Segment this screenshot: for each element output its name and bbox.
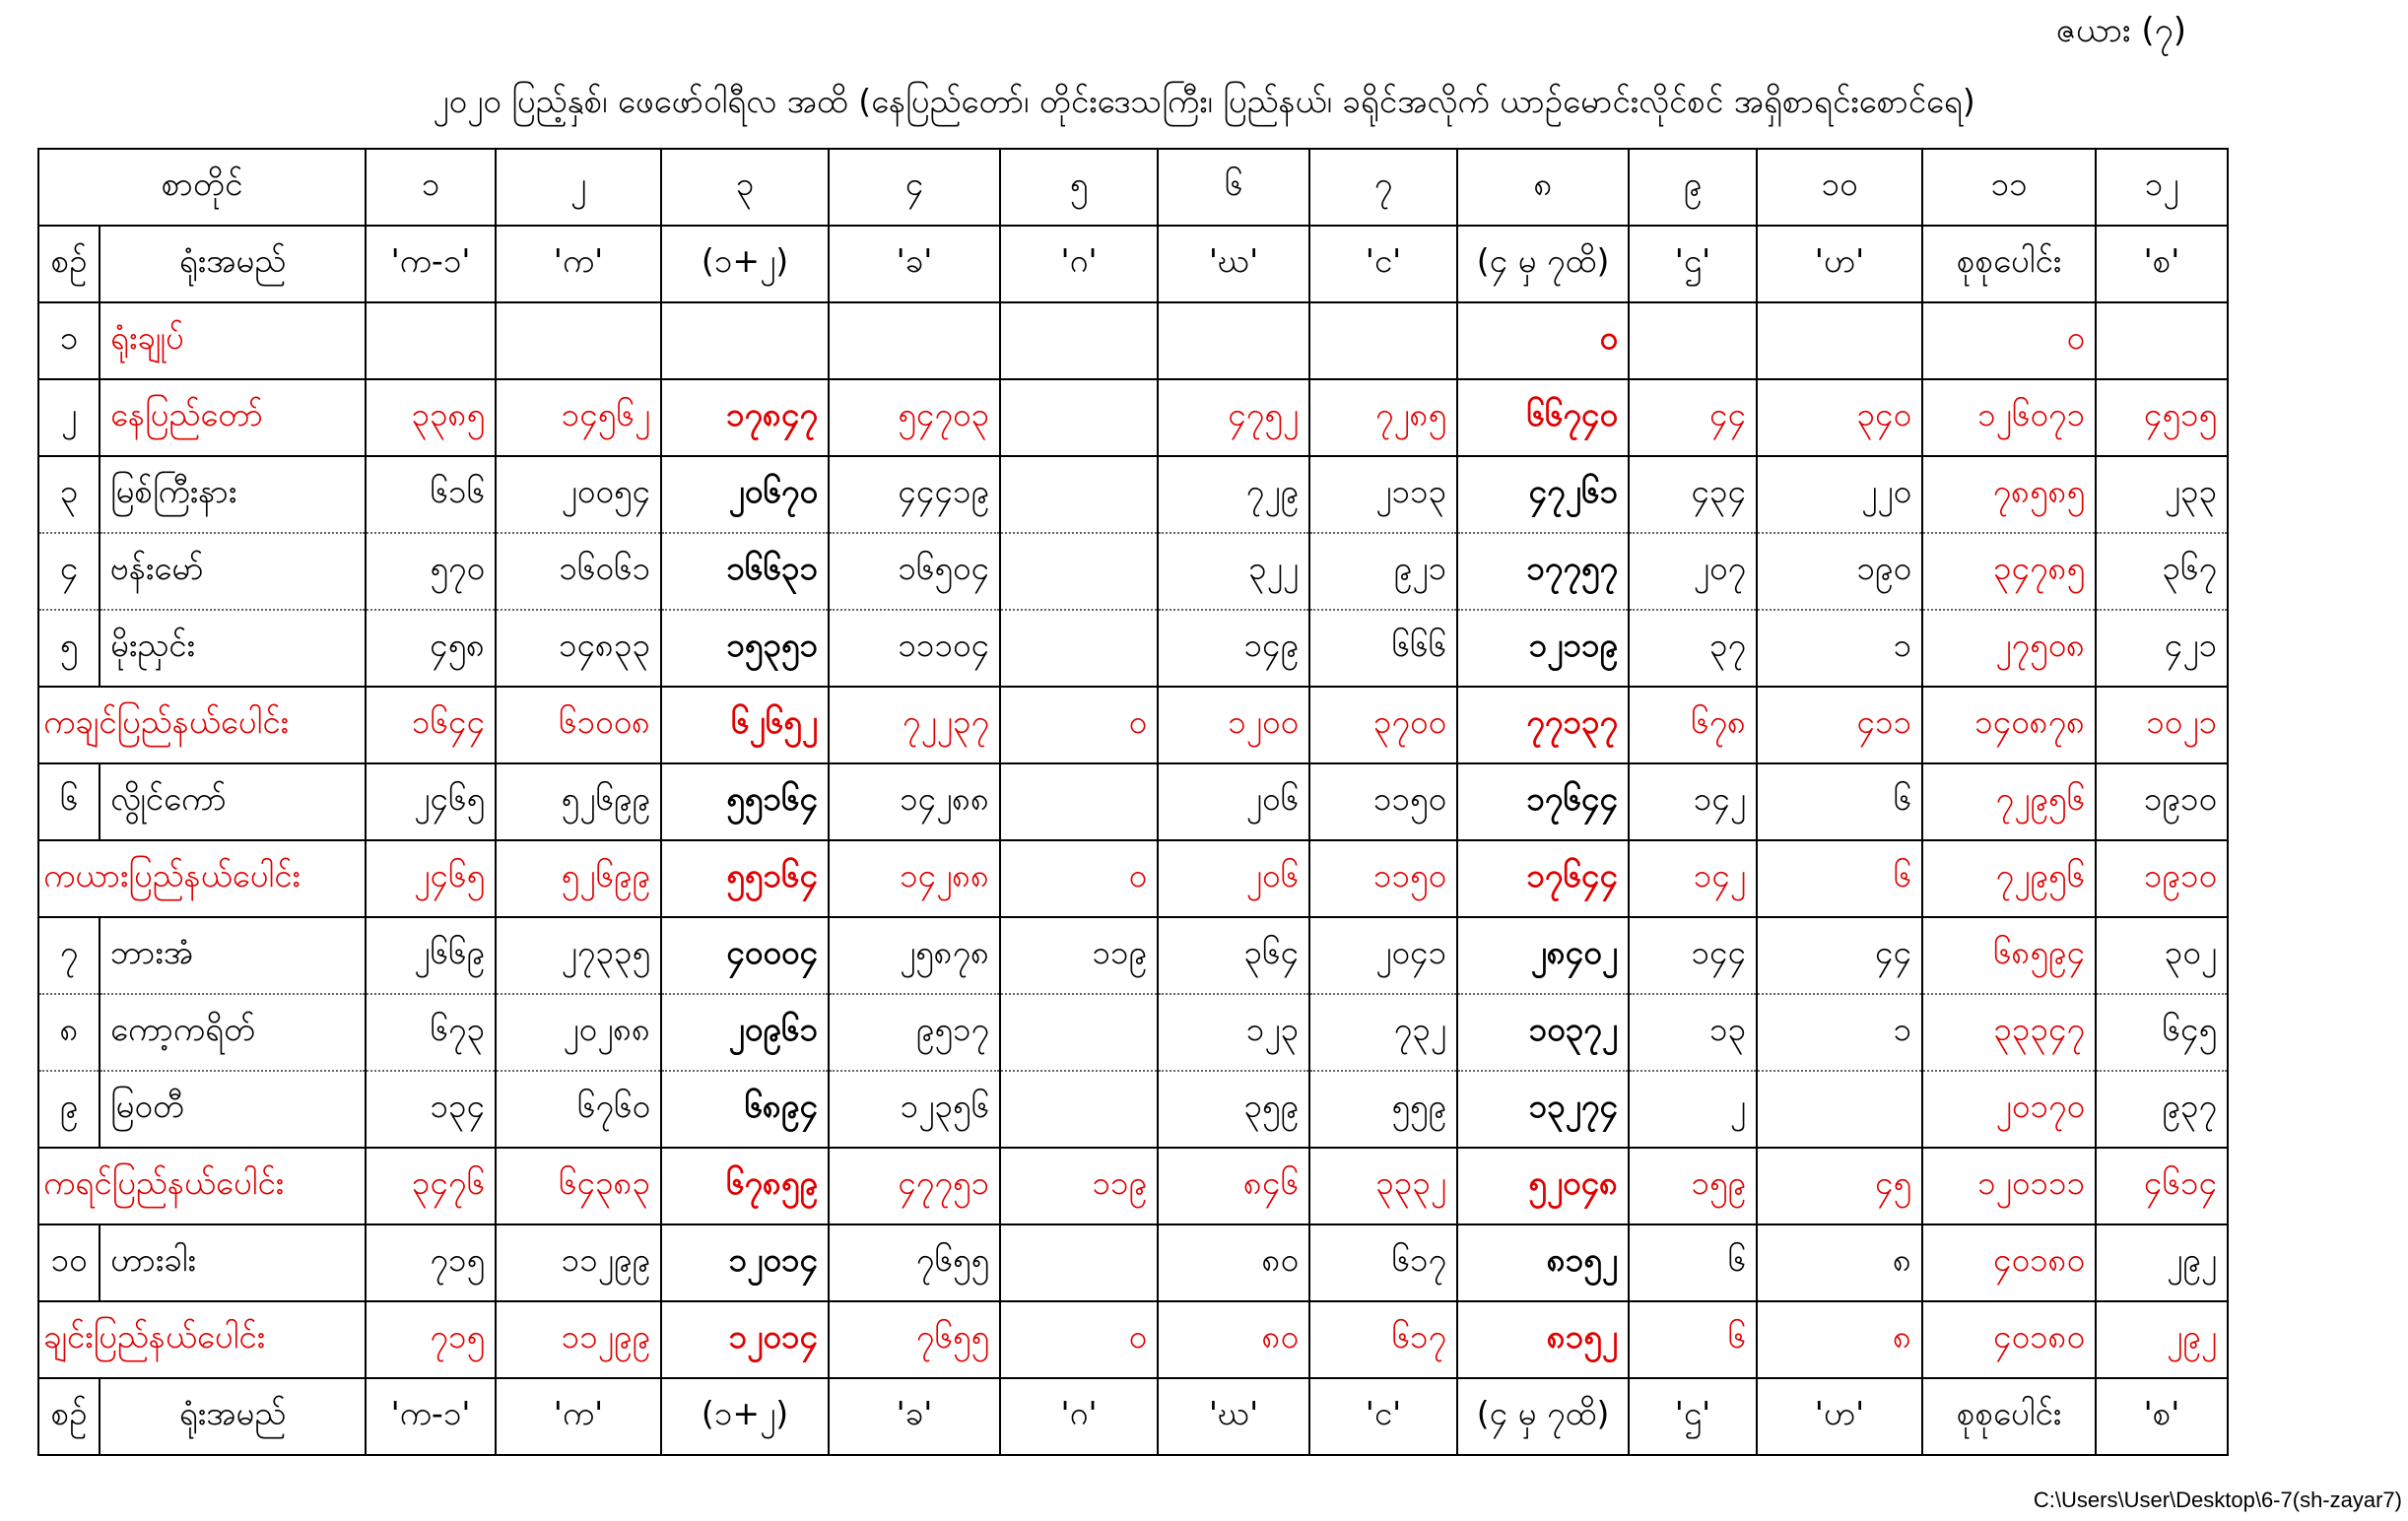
table-row [38, 610, 2228, 687]
value-cell: ၁၂၃၅၆ [829, 1071, 1000, 1148]
value-cell: ၄၇၅၂ [1158, 379, 1309, 456]
value-cell: ၁၃ [1629, 994, 1757, 1071]
value-cell: ၃၃၃၂ [1309, 1148, 1457, 1224]
value-cell: ၆၆၇၄၀ [1457, 379, 1629, 456]
value-cell: ၂ [1629, 1071, 1757, 1148]
value-cell: ၁၁၂၉၉ [496, 1301, 661, 1378]
value-cell: ၄၄၄၁၉ [829, 456, 1000, 533]
value-cell: ၄၅၁၅ [2096, 379, 2228, 456]
value-cell [496, 302, 661, 379]
value-cell: ၉၃၇ [2096, 1071, 2228, 1148]
value-cell: ၂၇၃၃၅ [496, 917, 661, 994]
value-cell: ၂၀၉၆၁ [661, 994, 829, 1071]
col-type: 'ခ' [829, 226, 1000, 302]
col-type: 'င' [1309, 226, 1457, 302]
col-number: ၈ [1457, 149, 1629, 226]
value-cell: ၄၇၇၅၁ [829, 1148, 1000, 1224]
value-cell: ၁၄၂၈၈ [829, 840, 1000, 917]
value-cell: ၅၂၆၉၉ [496, 763, 661, 840]
col-number: ၂ [496, 149, 661, 226]
state-total-row [38, 687, 2228, 763]
value-cell: ၁၄၅၆၂ [496, 379, 661, 456]
value-cell: ၂၂၀ [1757, 456, 1922, 533]
value-cell [1757, 302, 1922, 379]
office-name-label: ရုံးအမည် [100, 226, 366, 302]
value-cell: ၁၇၈၄၇ [661, 379, 829, 456]
value-cell: ၇၂၉ [1158, 456, 1309, 533]
value-cell: ၄၄ [1629, 379, 1757, 456]
value-cell: ၁၄၀၈၇၈ [1922, 687, 2096, 763]
office-name: မိုးညှင်း [100, 610, 366, 687]
col-type: 'ခ' [829, 1378, 1000, 1455]
value-cell: ၂၀၇ [1629, 533, 1757, 610]
value-cell: ၅၅၁၆၄ [661, 763, 829, 840]
col-type: (၄ မှ ၇ထိ) [1457, 1378, 1629, 1455]
value-cell [1629, 302, 1757, 379]
value-cell: ၁၃၄ [366, 1071, 496, 1148]
value-cell [1000, 763, 1158, 840]
state-total-name: ကချင်ပြည်နယ်ပေါင်း [38, 687, 366, 763]
value-cell: ၆ [1757, 840, 1922, 917]
row-index: ၅ [38, 610, 100, 687]
col-type: (၁+၂) [661, 1378, 829, 1455]
col-number: ၅ [1000, 149, 1158, 226]
value-cell: ၅၇၀ [366, 533, 496, 610]
value-cell: ၄၂၁ [2096, 610, 2228, 687]
value-cell: ၃၆၄ [1158, 917, 1309, 994]
value-cell: ၄၄ [1757, 917, 1922, 994]
value-cell: ၈၁၅၂ [1457, 1301, 1629, 1378]
value-cell: ၄၆၁၄ [2096, 1148, 2228, 1224]
value-cell: ၁၉၁၀ [2096, 763, 2228, 840]
col-type: 'စ' [2096, 1378, 2228, 1455]
value-cell: ၇၇၁၃၇ [1457, 687, 1629, 763]
value-cell: ၁၇၆၄၄ [1457, 840, 1629, 917]
value-cell: ၆၈၉၄ [661, 1071, 829, 1148]
row-index: ၁၀ [38, 1224, 100, 1301]
value-cell: ၇၈၅၈၅ [1922, 456, 2096, 533]
value-cell: ၆၁၇ [1309, 1301, 1457, 1378]
value-cell: ၄၇၂၆၁ [1457, 456, 1629, 533]
value-cell: ၄၅၈ [366, 610, 496, 687]
value-cell: ၀ [1000, 840, 1158, 917]
value-cell: ၃၃၈၅ [366, 379, 496, 456]
table-row [38, 456, 2228, 533]
value-cell: ၁၉၀ [1757, 533, 1922, 610]
col-type: 'ဃ' [1158, 1378, 1309, 1455]
value-cell: ၆၇၆၀ [496, 1071, 661, 1148]
value-cell: ၆၁၇ [1309, 1224, 1457, 1301]
office-name: ဟားခါး [100, 1224, 366, 1301]
office-name: လွိုင်ကော် [100, 763, 366, 840]
value-cell [1000, 1071, 1158, 1148]
value-cell: ၁၂၆၀၇၁ [1922, 379, 2096, 456]
value-cell: ၂၀၄၁ [1309, 917, 1457, 994]
col-type: 'ဂ' [1000, 1378, 1158, 1455]
col-type: (၄ မှ ၇ထိ) [1457, 226, 1629, 302]
value-cell: ၂၁၁၃ [1309, 456, 1457, 533]
value-cell: ၁၇၇၅၇ [1457, 533, 1629, 610]
table-row [38, 1224, 2228, 1301]
col-type: 'ဃ' [1158, 226, 1309, 302]
table-row [38, 994, 2228, 1071]
value-cell: ၁၂၀၁၄ [661, 1224, 829, 1301]
value-cell: ၁၁၅၀ [1309, 840, 1457, 917]
value-cell: ၃၇၀၀ [1309, 687, 1457, 763]
value-cell: ၁၄၂ [1629, 763, 1757, 840]
state-total-name: ကရင်ပြည်နယ်ပေါင်း [38, 1148, 366, 1224]
value-cell: ၄၅ [1757, 1148, 1922, 1224]
col-type: 'ဟ' [1757, 1378, 1922, 1455]
value-cell: ၁၂၃ [1158, 994, 1309, 1071]
value-cell: ၁၂၀၁၄ [661, 1301, 829, 1378]
value-cell: ၂၅၈၇၈ [829, 917, 1000, 994]
value-cell [661, 302, 829, 379]
value-cell: ၈၁၅၂ [1457, 1224, 1629, 1301]
value-cell: ၃၀၂ [2096, 917, 2228, 994]
value-cell: ၃၂၂ [1158, 533, 1309, 610]
table-row [38, 917, 2228, 994]
value-cell: ၆၁၀၀၈ [496, 687, 661, 763]
value-cell: ၇၆၅၅ [829, 1224, 1000, 1301]
value-cell: ၇၂၉၅၆ [1922, 763, 2096, 840]
office-name: ကော့ကရိတ် [100, 994, 366, 1071]
value-cell: ၂၄၆၅ [366, 840, 496, 917]
value-cell: ၄၀၀၀၄ [661, 917, 829, 994]
value-cell: ၁၅၃၅၁ [661, 610, 829, 687]
value-cell: ၆၇၈ [1629, 687, 1757, 763]
value-cell: ၁၆၆၃၁ [661, 533, 829, 610]
value-cell: ၁၅၉ [1629, 1148, 1757, 1224]
value-cell [1309, 302, 1457, 379]
value-cell: ၅၅၉ [1309, 1071, 1457, 1148]
value-cell: ၁၁၅၀ [1309, 763, 1457, 840]
col-number: ၇ [1309, 149, 1457, 226]
value-cell: ၂၀၂၈၈ [496, 994, 661, 1071]
value-cell: ၆ [1629, 1301, 1757, 1378]
col-number: ၉ [1629, 149, 1757, 226]
row-index: ၉ [38, 1071, 100, 1148]
value-cell: ၄၃၄ [1629, 456, 1757, 533]
value-cell [1000, 302, 1158, 379]
value-cell: ၅၅၁၆၄ [661, 840, 829, 917]
col-type: 'က' [496, 1378, 661, 1455]
table-row [38, 302, 2228, 379]
col-number: ၁၁ [1922, 149, 2096, 226]
value-cell [1000, 1224, 1158, 1301]
sr-label: စဉ် [38, 1378, 100, 1455]
value-cell: ၆ [1757, 763, 1922, 840]
office-name: နေပြည်တော် [100, 379, 366, 456]
value-cell: ၀ [1000, 1301, 1158, 1378]
value-cell: ၄၀၁၈၀ [1922, 1301, 2096, 1378]
value-cell: ၃၄၀ [1757, 379, 1922, 456]
col-type: 'ဂ' [1000, 226, 1158, 302]
value-cell: ၁၆၄၄ [366, 687, 496, 763]
value-cell: ၆၇၃ [366, 994, 496, 1071]
value-cell: ၁၁၉ [1000, 1148, 1158, 1224]
sr-label: စဉ် [38, 226, 100, 302]
row-index: ၆ [38, 763, 100, 840]
value-cell: ၉၅၁၇ [829, 994, 1000, 1071]
file-path-footer: C:\Users\User\Desktop\6-7(sh-zayar7) [2033, 1488, 2402, 1512]
value-cell: ၆၈၅၉၄ [1922, 917, 2096, 994]
office-name: ဗန်းမော် [100, 533, 366, 610]
value-cell: ၇၂၉၅၆ [1922, 840, 2096, 917]
license-statistics-table [37, 148, 2229, 1456]
value-cell: ၈၄၆ [1158, 1148, 1309, 1224]
report-title: ၂၀၂၀ ပြည့်နှစ်၊ ဖေဖော်ဝါရီလ အထိ (နေပြည်တော်၊ တိုင်းဒေသကြီး၊ ပြည်နယ်၊ ခရိုင်အလိုက် ယာဉ်မောင်းလိုင်စင် အရှိစာရင်းစောင်ရေ) [433, 82, 1975, 120]
value-cell: ၅၂၀၄၈ [1457, 1148, 1629, 1224]
value-cell: ၉၂၁ [1309, 533, 1457, 610]
value-cell: ၃၃၃၄၇ [1922, 994, 2096, 1071]
value-cell: ၆၆၆ [1309, 610, 1457, 687]
value-cell: ၁၉၁၀ [2096, 840, 2228, 917]
value-cell: ၄၀၁၈၀ [1922, 1224, 2096, 1301]
office-name-label: ရုံးအမည် [100, 1378, 366, 1455]
value-cell: ၁၁၂၉၉ [496, 1224, 661, 1301]
row-index: ၁ [38, 302, 100, 379]
value-cell: ၇၁၅ [366, 1224, 496, 1301]
value-cell: ၃၅၉ [1158, 1071, 1309, 1148]
state-total-row [38, 1301, 2228, 1378]
value-cell [829, 302, 1000, 379]
value-cell: ၂၉၂ [2096, 1301, 2228, 1378]
office-name: ဘားအံ [100, 917, 366, 994]
col-number: ၆ [1158, 149, 1309, 226]
value-cell [1757, 1071, 1922, 1148]
value-cell: ၁၃၂၇၄ [1457, 1071, 1629, 1148]
value-cell: ၈ [1757, 1301, 1922, 1378]
value-cell: ၀ [1922, 302, 2096, 379]
value-cell: ၃၄၇၈၅ [1922, 533, 2096, 610]
value-cell: ၆၄၅ [2096, 994, 2228, 1071]
value-cell: ၁၂၀၀ [1158, 687, 1309, 763]
state-total-row [38, 1148, 2228, 1224]
value-cell: ၆ [1629, 1224, 1757, 1301]
value-cell [1158, 302, 1309, 379]
state-total-row [38, 840, 2228, 917]
value-cell: ၁၀၂၁ [2096, 687, 2228, 763]
col-number: ၁ [366, 149, 496, 226]
value-cell [1000, 994, 1158, 1071]
state-total-name: ချင်းပြည်နယ်ပေါင်း [38, 1301, 366, 1378]
value-cell: ၇၆၅၅ [829, 1301, 1000, 1378]
value-cell: ၁၁၉ [1000, 917, 1158, 994]
value-cell [1000, 379, 1158, 456]
value-cell: ၇၁၅ [366, 1301, 496, 1378]
value-cell: ၃၇ [1629, 610, 1757, 687]
value-cell: ၂၇၅၀၈ [1922, 610, 2096, 687]
col-number: ၁၀ [1757, 149, 1922, 226]
value-cell: ၄၁၁ [1757, 687, 1922, 763]
value-cell [2096, 302, 2228, 379]
value-cell: ၁၆၀၆၁ [496, 533, 661, 610]
value-cell [366, 302, 496, 379]
value-cell: ၀ [1457, 302, 1629, 379]
value-cell: ၁၄၄ [1629, 917, 1757, 994]
table-row [38, 533, 2228, 610]
header-row-columns [38, 149, 2228, 226]
col-type: 'ဌ' [1629, 1378, 1757, 1455]
col-type: 'က-၁' [366, 1378, 496, 1455]
col-type: 'ဟ' [1757, 226, 1922, 302]
value-cell: ၀ [1000, 687, 1158, 763]
value-cell: ၈၀ [1158, 1301, 1309, 1378]
col-number: ၁၂ [2096, 149, 2228, 226]
value-cell: ၂၀၆၇၀ [661, 456, 829, 533]
col-number: ၃ [661, 149, 829, 226]
value-cell: ၂၀၆ [1158, 840, 1309, 917]
row-index: ၈ [38, 994, 100, 1071]
col-type: စုစုပေါင်း [1922, 226, 2096, 302]
col-number: ၄ [829, 149, 1000, 226]
table-row [38, 763, 2228, 840]
value-cell: ၂၉၂ [2096, 1224, 2228, 1301]
col-type: (၁+၂) [661, 226, 829, 302]
value-cell: ၈ [1757, 1224, 1922, 1301]
state-total-name: ကယားပြည်နယ်ပေါင်း [38, 840, 366, 917]
value-cell: ၁၇၆၄၄ [1457, 763, 1629, 840]
value-cell: ၆၁၆ [366, 456, 496, 533]
value-cell: ၁၁၁၀၄ [829, 610, 1000, 687]
col-type: 'က-၁' [366, 226, 496, 302]
office-name: ရုံးချုပ် [100, 302, 366, 379]
value-cell: ၃၄၇၆ [366, 1148, 496, 1224]
table-row [38, 1071, 2228, 1148]
value-cell: ၁ [1757, 610, 1922, 687]
value-cell: ၁၂၁၁၉ [1457, 610, 1629, 687]
value-cell: ၁ [1757, 994, 1922, 1071]
value-cell: ၅၂၆၉၉ [496, 840, 661, 917]
value-cell: ၂၃၃ [2096, 456, 2228, 533]
value-cell [1000, 533, 1158, 610]
value-cell: ၅၄၇၀၃ [829, 379, 1000, 456]
footer-row-types [38, 1378, 2228, 1455]
value-cell: ၁၆၅၀၄ [829, 533, 1000, 610]
value-cell: ၇၂၈၅ [1309, 379, 1457, 456]
value-cell: ၁၄၉ [1158, 610, 1309, 687]
row-index: ၂ [38, 379, 100, 456]
value-cell: ၆၄၃၈၃ [496, 1148, 661, 1224]
col-type: 'င' [1309, 1378, 1457, 1455]
col-type: 'ဌ' [1629, 226, 1757, 302]
col-type: စုစုပေါင်း [1922, 1378, 2096, 1455]
value-cell: ၁၄၂ [1629, 840, 1757, 917]
value-cell: ၁၂၀၁၁၁ [1922, 1148, 2096, 1224]
value-cell: ၇၂၂၃၇ [829, 687, 1000, 763]
col-type: 'စ' [2096, 226, 2228, 302]
chapter-label: စာတိုင် [38, 149, 366, 226]
office-name: မြစ်ကြီးနား [100, 456, 366, 533]
value-cell: ၁၀၃၇၂ [1457, 994, 1629, 1071]
row-index: ၇ [38, 917, 100, 994]
header-row-types [38, 226, 2228, 302]
value-cell: ၁၄၈၃၃ [496, 610, 661, 687]
value-cell: ၂၄၆၅ [366, 763, 496, 840]
table-row [38, 379, 2228, 456]
value-cell: ၂၀၆ [1158, 763, 1309, 840]
value-cell: ၂၀၁၇၀ [1922, 1071, 2096, 1148]
value-cell [1000, 610, 1158, 687]
page-number-label: ဇယား (၇) [2055, 11, 2186, 50]
value-cell: ၆၇၈၅၉ [661, 1148, 829, 1224]
office-name: မြဝတီ [100, 1071, 366, 1148]
value-cell: ၃၆၇ [2096, 533, 2228, 610]
value-cell: ၇၃၂ [1309, 994, 1457, 1071]
row-index: ၃ [38, 456, 100, 533]
value-cell [1000, 456, 1158, 533]
col-type: 'က' [496, 226, 661, 302]
value-cell: ၂၀၀၅၄ [496, 456, 661, 533]
value-cell: ၈၀ [1158, 1224, 1309, 1301]
value-cell: ၂၈၄၀၂ [1457, 917, 1629, 994]
value-cell: ၂၆၆၉ [366, 917, 496, 994]
value-cell: ၁၄၂၈၈ [829, 763, 1000, 840]
value-cell: ၆၂၆၅၂ [661, 687, 829, 763]
row-index: ၄ [38, 533, 100, 610]
